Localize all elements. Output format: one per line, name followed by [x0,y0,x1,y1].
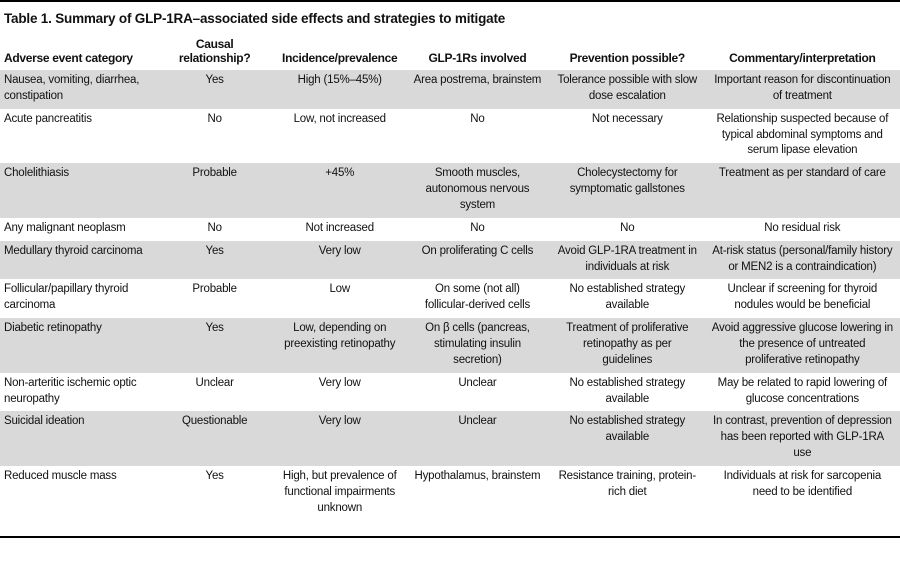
cell-prevention: No established strategy available [569,283,686,312]
column-header-commentary: Commentary/interpretation [729,51,876,65]
cell-prevention: No established strategy available [569,376,686,405]
table-bottom-rule [0,536,900,538]
table-row [0,109,900,164]
cell-commentary: Relationship suspected because of typical abdominal symptoms and serum lipase elevation [716,112,889,157]
cell-adverse-event: Cholelithiasis [4,167,69,180]
cell-prevention: Avoid GLP-1RA treatment in individuals at risk [557,244,697,273]
cell-incidence: Very low [318,376,361,389]
cell-prevention: No [620,221,635,234]
cell-causal: Probable [192,283,237,296]
cell-prevention: Treatment of proliferative retinopathy as per guidelines [566,322,689,366]
table-row [0,466,900,521]
table-body [0,70,900,521]
table-row [0,163,900,218]
cell-incidence: +45% [325,167,355,180]
table-title: Table 1. Summary of GLP-1RA–associated side effects and strategies to mitigate [4,11,506,26]
cell-prevention: Cholecystectomy for symptomatic gallstones [569,167,685,196]
table-row [0,70,900,109]
cell-commentary: Unclear if screening for thyroid nodules would be beneficial [727,283,878,312]
cell-causal: Yes [205,244,224,257]
cell-prevention: Tolerance possible with slow dose escalation [557,74,698,102]
cell-glp1rs: On proliferating C cells [421,244,534,257]
cell-incidence: High, but prevalence of functional impairments unknown [282,470,397,514]
cell-prevention: Resistance training, protein-rich diet [558,470,696,498]
cell-glp1rs: On some (not all) follicular-derived cells [424,283,530,312]
cell-adverse-event: Diabetic retinopathy [4,322,102,335]
table-row [0,218,900,241]
cell-adverse-event: Nausea, vomiting, diarrhea, constipation [4,74,140,102]
cell-adverse-event: Any malignant neoplasm [4,221,126,234]
cell-causal: No [207,112,222,125]
cell-glp1rs: Smooth muscles, autonomous nervous system [425,167,530,212]
cell-glp1rs: On β cells (pancreas, stimulating insulin secretion) [425,322,530,366]
column-header-glp1rs-involved: GLP-1Rs involved [428,51,527,65]
table-row [0,411,900,466]
cell-incidence: Very low [318,415,361,428]
table-row [0,241,900,280]
cell-commentary: Treatment as per standard of care [718,167,886,180]
cell-adverse-event: Medullary thyroid carcinoma [4,244,143,257]
cell-commentary: In contrast, prevention of depression has been reported with GLP-1RA use [713,415,892,460]
column-header-adverse-event: Adverse event category [4,51,133,65]
header-row [0,35,900,70]
cell-causal: Questionable [181,415,248,428]
cell-adverse-event: Acute pancreatitis [4,112,92,125]
table-row [0,373,900,412]
cell-glp1rs: Area postrema, brainstem [413,74,542,86]
cell-causal: Probable [192,167,237,180]
cell-glp1rs: Unclear [458,376,497,389]
cell-glp1rs: No [470,112,485,125]
side-effects-table [0,35,900,521]
cell-commentary: No residual risk [764,221,841,234]
cell-incidence: Low [329,283,350,296]
cell-glp1rs: Hypothalamus, brainstem [414,470,541,483]
cell-causal: No [207,221,222,234]
cell-causal: Yes [205,74,224,86]
cell-prevention: Not necessary [591,112,663,125]
cell-adverse-event: Non-arteritic ischemic optic neuropathy [4,376,137,405]
cell-adverse-event: Suicidal ideation [4,415,85,428]
cell-prevention: No established strategy available [569,415,686,444]
cell-commentary: May be related to rapid lowering of glucose concentrations [717,376,888,405]
cell-commentary: Individuals at risk for sarcopenia need to be identified [723,470,882,498]
column-header-prevention: Prevention possible? [569,51,685,65]
cell-commentary: At-risk status (personal/family history or MEN2 is a contraindication) [712,244,893,273]
cell-incidence: Low, not increased [293,112,386,125]
cell-causal: Unclear [195,376,234,389]
table-header [0,35,900,70]
cell-incidence: Low, depending on preexisting retinopathy [284,322,396,351]
cell-commentary: Important reason for discontinuation of treatment [714,74,891,102]
table-row [0,279,900,318]
cell-glp1rs: Unclear [458,415,497,428]
cell-incidence: Not increased [305,221,374,234]
column-header-causal-relationship: Causal relationship? [178,37,251,65]
cell-causal: Yes [205,322,224,335]
cell-glp1rs: No [470,221,485,234]
cell-incidence: High (15%–45%) [297,74,382,86]
cell-adverse-event: Follicular/papillary thyroid carcinoma [4,283,129,312]
table-row [0,318,900,373]
cell-causal: Yes [205,470,224,483]
cell-commentary: Avoid aggressive glucose lowering in the presence of untreated proliferative retinopathy [711,322,893,366]
cell-incidence: Very low [318,244,361,257]
cell-adverse-event: Reduced muscle mass [4,470,117,483]
column-header-incidence: Incidence/prevalence [282,51,398,65]
